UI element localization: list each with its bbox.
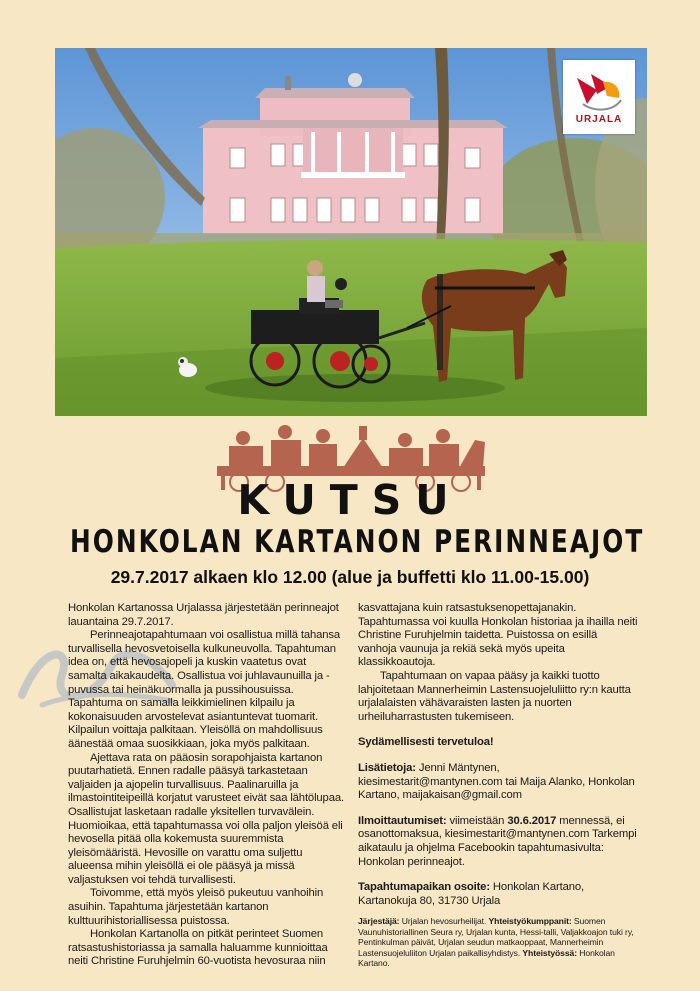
intro-paragraph: Honkolan Kartanossa Urjalassa järjestetään perinneajot lauantaina 29.7.2017. [68,602,339,628]
partners-label: Yhteistyökumppanit: [488,916,572,927]
invitation-title: KUTSU [237,476,463,524]
cooperation-name: Honkolan Kartano. [358,947,615,968]
venue-details: Honkolan Kartano, Kartanokuja 80, 31730 Urjala [358,881,584,907]
partners-list: Suomen Vaunuhistoriallinen Seura ry, Urjalan kunta, Hessi-talli, Valjakkoajon tuki ry, Pentinkulman päivät, Urjalan seudun matkaoppaat, Mannerheimin Lastensuojeluliiton Urjalan paikallisyhdistys. [358,916,634,958]
event-date-time: 29.7.2017 alkaen klo 12.00 (alue ja buffetti klo 11.00-15.00) [110,567,590,587]
registration-text-start: viimeistään [446,814,508,827]
contact-label: Lisätietoja: [358,761,416,774]
organizer-name: Urjalan hevosurheilijat. [399,916,489,927]
venue-address [358,881,638,908]
text-column-right [358,602,638,968]
dress-paragraph: Toivomme, että myös yleisö pukeutuu vanhoihin asuihin. Tapahtuma järjestetään kartanon kulttuurihistoriallisessa puistossa. [68,887,324,927]
event-headline: HONKOLAN KARTANON PERINNEAJOT [70,524,645,560]
contact-details: Jenni Mäntynen, kiesimestarit@mantynen.com tai Maija Alanko, Honkolan Kartano, maijakaisan@gmail.com [358,761,635,802]
charity-paragraph: Tapahtumaan on vapaa pääsy ja kaikki tuotto lahjoitetaan Mannerheimin Lastensuojeluliitto ry:n kautta urjalalaisten vähävaraisten lasten ja nuorten urheiluharrastusten tukemiseen. [358,669,631,723]
registration-deadline: 30.6.2017 [507,814,557,827]
history-continued-paragraph: kasvattajana kuin ratsastuksenopettajanakin. Tapahtumassa voi kuulla Honkolan historiaa ja ihailla neiti Christine Furuhjelmin taidetta. Puistossa on esillä vanhoja vaunuja ja rekiä sekä myös upeita klassikkoautoja. [358,602,638,669]
participation-paragraph: Perinneajotapahtumaan voi osallistua millä tahansa turvallisella hevosvetoisella kulkuneuvolla. Tapahtuman idea on, että hevosajopeli ja kuskin vaatetus ovat samalta aikakaudelta. Osallistua voi juhlavaunuilla ja -puvussa tai heinäkuormalla ja pussihousuissa. Tapahtuma on samalla leikkimielinen kilpailu ja kokonaisuuden arvostelevat asiantuntevat tuomarit. Kilpailun voittaja palkitaan. Yleisöllä on mahdollisuus äänestää omaa suosikkiaan, joka myös palkitaan. [68,629,340,750]
contact-info [358,762,638,803]
text-column-left [68,602,344,969]
registration-info [358,815,638,869]
organizers-credits [358,916,638,968]
manor-photo [55,48,647,416]
cooperation-label: Yhteistyössä: [522,947,577,958]
venue-label: Tapahtumapaikan osoite: [358,881,490,894]
registration-label: Ilmoittautumiset: [358,814,447,827]
urjala-logo [563,60,635,134]
welcome-text: Sydämellisesti tervetuloa! [358,736,494,749]
organizer-label: Järjestäjä: [358,916,400,927]
history-paragraph: Honkolan Kartanolla on pitkät perinteet Suomen ratsastushistoriassa ja samalla haluamme kunnioittaa neiti Christine Furuhjelmin 60-vuotista hevosuraa niin [68,928,328,968]
track-paragraph: Ajettava rata on pääosin sorapohjaista kartanon puutarhatietä. Ennen radalle pääsyä tarkastetaan valjaiden ja ajopelin turvallisuus. Paalinaruilla ja ilmastointiteipeillä korjatut varusteet eivät saa lähtölupaa. Osallistujat lasketaan radalle yksitellen turvavälein. Huomioikaa, että tapahtumassa voi olla paljon yleisöä eli hevosella pitää olla kokemusta suuremmista yleisömääristä. Hevosille on varattu oma suljettu alueensa mihin yleisöllä ei ole pääsyä ja missä valjastuksen voi tehdä turvallisesti. [68,751,344,886]
logo-text: URJALA [575,114,623,125]
registration-details: mennessä, ei osanottomaksua, kiesimestarit@mantynen.com Tarkempi aikataulu ja ohjelma Facebookin tapahtumasivulta: Honkolan perinneajot. [358,814,637,868]
